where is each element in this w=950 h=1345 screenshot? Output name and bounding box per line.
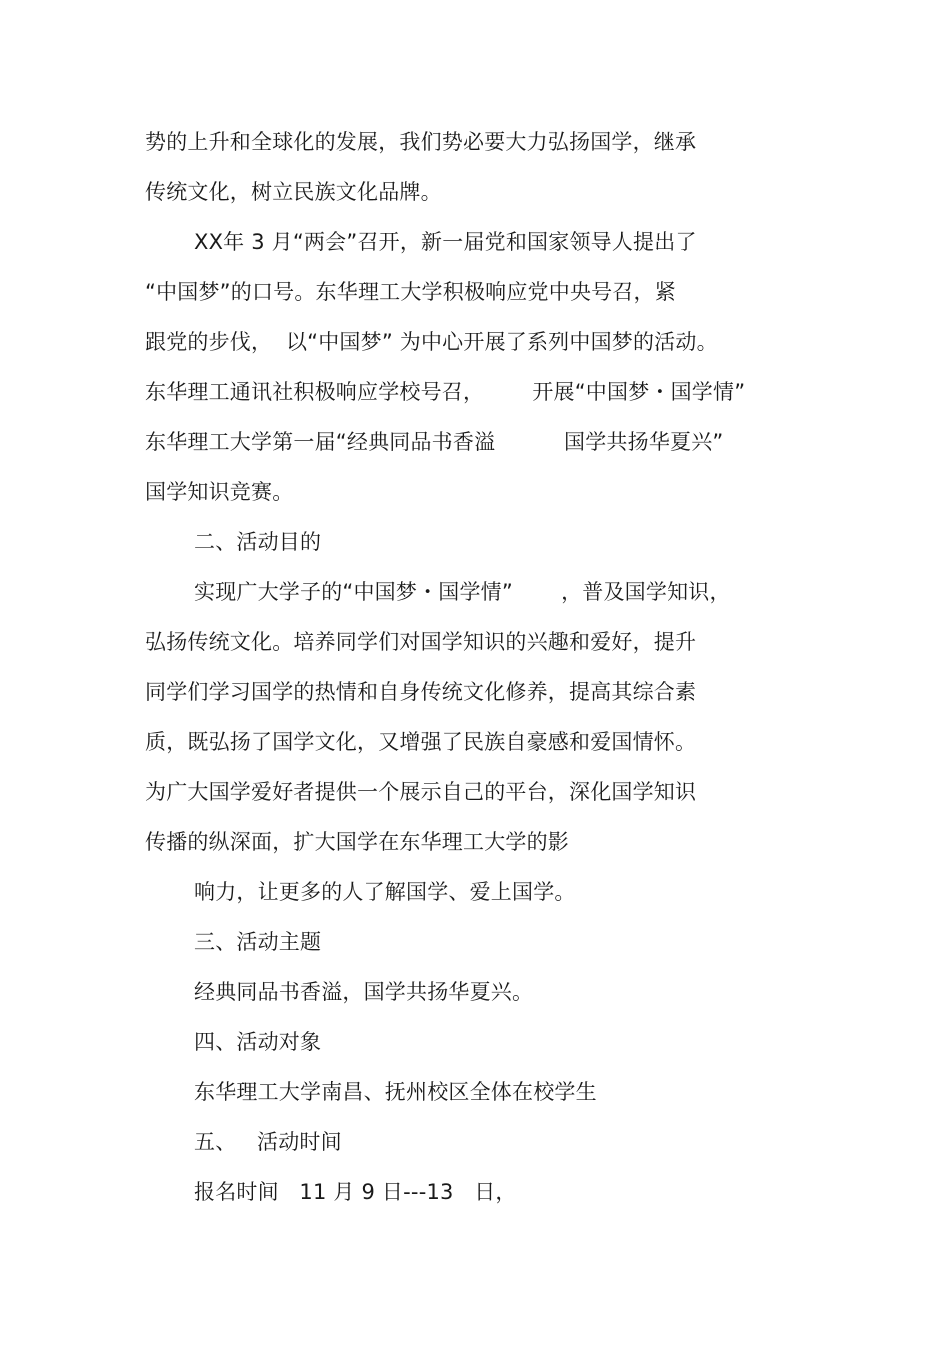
paragraph-line: 传统文化，树立民族文化品牌。 [145,180,442,204]
paragraph-line: “中国梦”的口号。东华理工大学积极响应党中央号召，紧 [145,280,676,304]
section-heading: 二、活动目的 [194,530,322,554]
paragraph-line: 东华理工大学第一届“经典同品书香溢 国学共扬华夏兴” [145,430,724,454]
paragraph-line: XX年 3 月“两会”召开，新一届党和国家领导人提出了 [194,230,697,254]
paragraph-line: 跟党的步伐， 以“中国梦” 为中心开展了系列中国梦的活动。 [145,330,718,354]
paragraph-line: 为广大国学爱好者提供一个展示自己的平台，深化国学知识 [145,780,697,804]
paragraph-line: 弘扬传统文化。培养同学们对国学知识的兴趣和爱好，提升 [145,630,697,654]
paragraph-line: 经典同品书香溢，国学共扬华夏兴。 [194,980,534,1004]
section-heading: 五、 活动时间 [194,1130,342,1154]
paragraph-line: 势的上升和全球化的发展，我们势必要大力弘扬国学，继承 [145,130,697,154]
paragraph-line: 同学们学习国学的热情和自身传统文化修养，提高其综合素 [145,680,697,704]
paragraph-line: 东华理工通讯社积极响应学校号召， 开展“中国梦・国学情” [145,380,746,404]
paragraph-line: 传播的纵深面，扩大国学在东华理工大学的影 [145,830,569,854]
paragraph-line: 响力，让更多的人了解国学、爱上国学。 [194,880,576,904]
paragraph-line: 质，既弘扬了国学文化，又增强了民族自豪感和爱国情怀。 [145,730,697,754]
paragraph-line: 东华理工大学南昌、抚州校区全体在校学生 [194,1080,597,1104]
paragraph-line: 国学知识竞赛。 [145,480,294,504]
paragraph-line: 实现广大学子的“中国梦・国学情” ，普及国学知识， [194,580,731,604]
section-heading: 四、活动对象 [194,1030,322,1054]
paragraph-line: 报名时间 11 月 9 日---13 日， [194,1180,517,1204]
section-heading: 三、活动主题 [194,930,322,954]
